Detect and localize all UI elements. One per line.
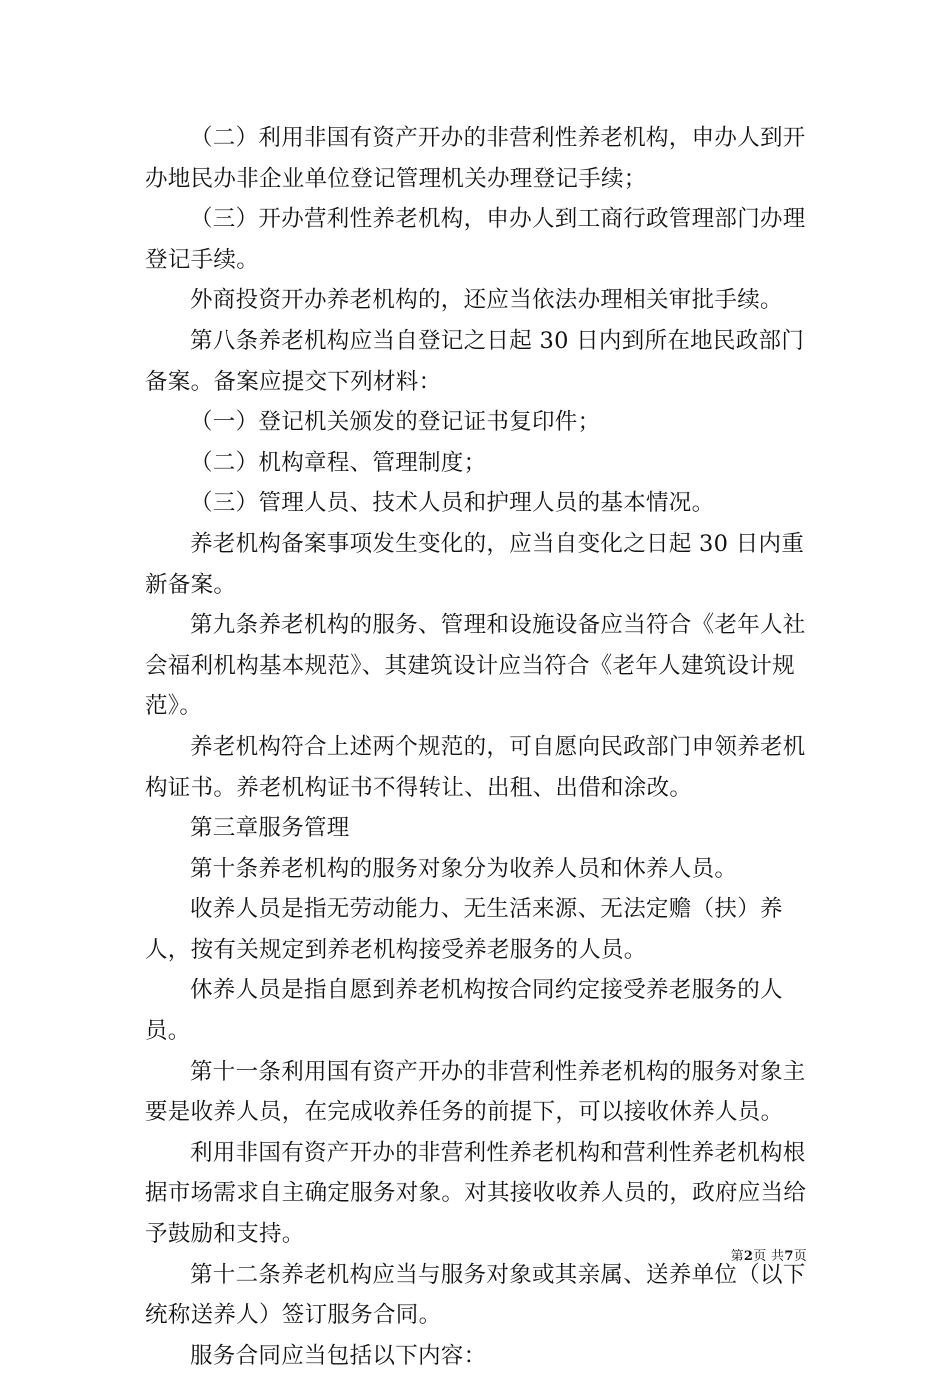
paragraph: 利用非国有资产开办的非营利性养老机构和营利性养老机构根据市场需求自主确定服务对象。对其接收收养人员的，政府应当给予鼓励和支持。 xyxy=(145,1139,807,1248)
paragraph: 第十二条养老机构应当与服务对象或其亲属、送养单位（以下统称送养人）签订服务合同。 xyxy=(145,1261,806,1329)
paragraph: 第十一条利用国有资产开办的非营利性养老机构的服务对象主要是收养人员，在完成收养任务的前提下，可以接收休养人员。 xyxy=(145,1058,806,1126)
paragraph: 外商投资开办养老机构的，还应当依法办理相关审批手续。 xyxy=(190,287,783,314)
paragraph: 养老机构备案事项发生变化的，应当自变化之日起 30 日内重新备案。 xyxy=(145,530,805,598)
chapter-heading: 第三章服务管理 xyxy=(190,815,350,842)
footer-middle: 页 共 xyxy=(753,1249,785,1264)
paragraph: 收养人员是指无劳动能力、无生活来源、无法定赡（扶）养人，按有关规定到养老机构接受养老服务的人员。 xyxy=(145,896,783,963)
document-body xyxy=(145,118,813,1376)
footer-prefix: 第 xyxy=(730,1249,744,1264)
footer-suffix: 页 xyxy=(793,1249,807,1264)
paragraph: 第九条养老机构的服务、管理和设施设备应当符合《老年人社会福利机构基本规范》、其建筑设计应当符合《老年人建筑设计规范》。 xyxy=(145,612,806,720)
total-page-count: 7 xyxy=(784,1249,794,1264)
paragraph: 第十条养老机构的服务对象分为收养人员和休养人员。 xyxy=(190,855,738,882)
current-page-number: 2 xyxy=(743,1249,754,1264)
paragraph: （三）管理人员、技术人员和护理人员的基本情况。 xyxy=(190,490,715,517)
paragraph: （二）机构章程、管理制度； xyxy=(190,449,487,476)
paragraph: 休养人员是指自愿到养老机构按合同约定接受养老服务的人员。 xyxy=(145,977,783,1045)
paragraph: （二）利用非国有资产开办的非营利性养老机构，申办人到开办地民办非企业单位登记管理机关办理登记手续； xyxy=(145,125,806,192)
paragraph: 养老机构符合上述两个规范的，可自愿向民政部门申领养老机构证书。养老机构证书不得转让、出租、出借和涂改。 xyxy=(145,733,806,801)
page-number-footer xyxy=(731,1245,807,1264)
paragraph: （一）登记机关颁发的登记证书复印件； xyxy=(190,409,601,436)
paragraph: （三）开办营利性养老机构，申办人到工商行政管理部门办理登记手续。 xyxy=(145,206,806,273)
paragraph: 第八条养老机构应当自登记之日起 30 日内到所在地民政部门备案。备案应提交下列材料： xyxy=(145,327,805,395)
paragraph: 服务合同应当包括以下内容： xyxy=(190,1342,487,1369)
